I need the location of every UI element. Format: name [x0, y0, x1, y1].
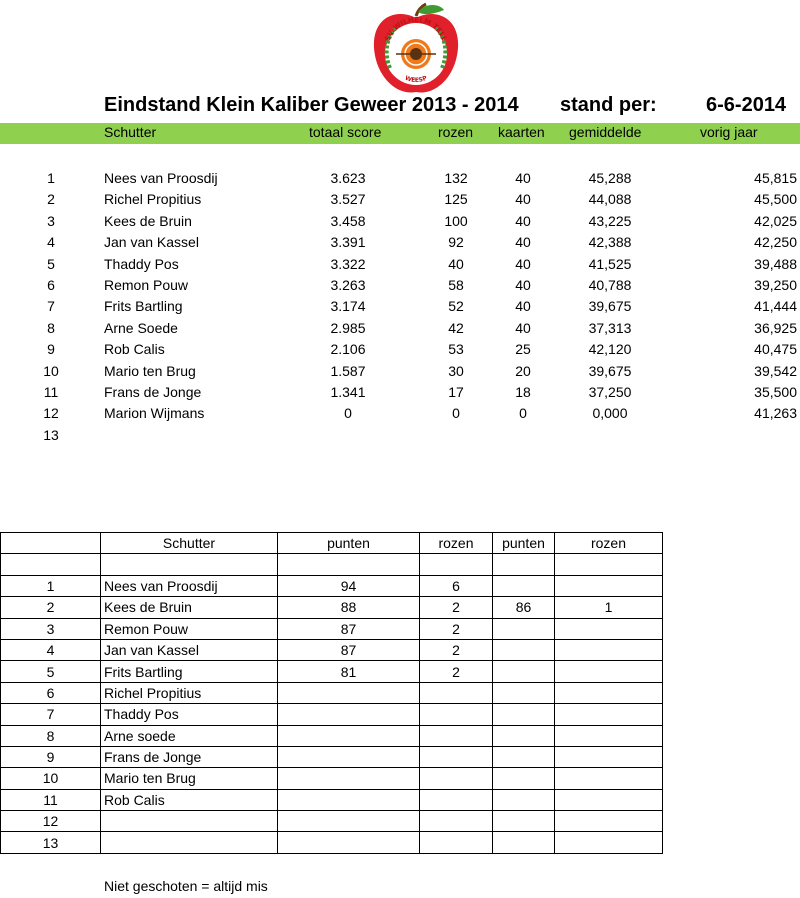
grid-cell-rank: 6: [1, 682, 101, 703]
ranking-rozen: 100: [444, 212, 468, 229]
grid-cell-name: [101, 811, 278, 832]
grid-cell-punten-2: [493, 661, 555, 682]
ranking-rank: 7: [47, 298, 55, 315]
grid-cell-rank: 3: [1, 618, 101, 639]
grid-cell-rozen-2: [555, 639, 663, 660]
ranking-rozen: 30: [448, 362, 464, 379]
grid-row: [1, 725, 663, 746]
ranking-kaarten: 25: [515, 341, 531, 358]
ranking-totaal: 3.263: [330, 277, 366, 293]
grid-cell-name: [101, 832, 278, 853]
grid-cell-rozen: 2: [420, 661, 493, 682]
ranking-name: Thaddy Pos: [104, 255, 179, 272]
ranking-gemiddelde: 44,088: [588, 191, 632, 208]
grid-cell-name: Mario ten Brug: [101, 768, 278, 789]
ranking-vorig-jaar: 42,025: [754, 212, 797, 229]
grid-cell-punten: 87: [278, 618, 420, 639]
grid-cell-punten-2: [493, 746, 555, 767]
grid-row: [1, 682, 663, 703]
ranking-kaarten: 40: [515, 191, 531, 208]
grid-cell-name: Remon Pouw: [101, 618, 278, 639]
ranking-name: Rob Calis: [104, 341, 165, 358]
grid-cell-rozen: [420, 554, 493, 575]
ranking-rozen: 42: [448, 319, 464, 336]
grid-cell-rozen: [420, 811, 493, 832]
ranking-gemiddelde: 37,313: [588, 319, 632, 336]
ranking-vorig-jaar: 35,500: [754, 384, 797, 400]
ranking-totaal: 3.391: [330, 234, 366, 251]
ranking-kaarten: 40: [515, 319, 531, 336]
grid-header-rozen: rozen: [420, 533, 493, 554]
grid-cell-rozen: [420, 832, 493, 853]
grid-cell-punten-2: [493, 704, 555, 725]
ranking-name: Marion Wijmans: [104, 405, 205, 422]
grid-row: [1, 789, 663, 810]
grid-cell-punten: [278, 789, 420, 810]
ranking-gemiddelde: 42,120: [588, 341, 632, 358]
grid-cell-punten-2: [493, 725, 555, 746]
grid-cell-rozen: [420, 682, 493, 703]
grid-cell-punten: [278, 811, 420, 832]
grid-cell-rozen-2: [555, 575, 663, 596]
grid-cell-name: Rob Calis: [101, 789, 278, 810]
grid-cell-punten-2: [493, 554, 555, 575]
footnote: Niet geschoten = altijd mis: [104, 878, 268, 894]
ranking-totaal: 1.341: [330, 384, 366, 400]
ranking-name: Arne Soede: [104, 319, 178, 336]
ranking-rozen: 40: [448, 255, 464, 272]
ranking-totaal: 0: [344, 405, 352, 422]
ranking-vorig-jaar: 39,488: [754, 255, 797, 272]
grid-cell-name: Frits Bartling: [101, 661, 278, 682]
grid-cell-rozen-2: [555, 811, 663, 832]
ranking-rozen: 53: [448, 341, 464, 358]
grid-cell-punten: 88: [278, 597, 420, 618]
column-header-schutter: Schutter: [104, 124, 157, 140]
grid-header-punten-2: punten: [493, 533, 555, 554]
ranking-kaarten: 0: [519, 405, 527, 422]
ranking-gemiddelde: 40,788: [588, 277, 632, 293]
ranking-kaarten: 18: [515, 384, 531, 400]
grid-row: [1, 575, 663, 596]
ranking-name: Nees van Proosdij: [104, 170, 218, 186]
column-header-totaal: totaal score: [309, 124, 382, 140]
grid-cell-punten-2: [493, 639, 555, 660]
grid-cell-punten-2: [493, 832, 555, 853]
ranking-gemiddelde: 43,225: [588, 212, 632, 229]
ranking-rank: 8: [47, 319, 55, 336]
ranking-rozen: 17: [448, 384, 464, 400]
ranking-rank: 13: [43, 426, 59, 443]
ranking-gemiddelde: 41,525: [588, 255, 632, 272]
ranking-totaal: 3.458: [330, 212, 366, 229]
grid-cell-punten-2: [493, 575, 555, 596]
grid-cell-rank: 13: [1, 832, 101, 853]
grid-cell-punten: [278, 554, 420, 575]
grid-cell-rank: 4: [1, 639, 101, 660]
ranking-rank: 3: [47, 212, 55, 229]
grid-cell-name: Arne soede: [101, 725, 278, 746]
grid-cell-name: Kees de Bruin: [101, 597, 278, 618]
grid-cell-name: Nees van Proosdij: [101, 575, 278, 596]
ranking-rozen: 132: [444, 170, 468, 186]
ranking-vorig-jaar: 40,475: [754, 341, 797, 358]
grid-cell-rozen: [420, 725, 493, 746]
grid-row: [1, 746, 663, 767]
ranking-rank: 11: [43, 384, 59, 400]
ranking-vorig-jaar: 41,263: [754, 405, 797, 422]
grid-cell-punten: [278, 704, 420, 725]
ranking-name: Frits Bartling: [104, 298, 183, 315]
ranking-rozen: 52: [448, 298, 464, 315]
grid-cell-rozen: [420, 768, 493, 789]
ranking-vorig-jaar: 41,444: [754, 298, 797, 315]
ranking-name: Frans de Jonge: [104, 384, 202, 400]
grid-cell-rozen-2: [555, 704, 663, 725]
ranking-rank: 6: [47, 277, 55, 293]
ranking-name: Kees de Bruin: [104, 212, 192, 229]
grid-header-row: [1, 533, 663, 554]
grid-cell-name: Richel Propitius: [101, 682, 278, 703]
grid-row: [1, 597, 663, 618]
ranking-rank: 12: [43, 405, 59, 422]
stand-date: 6-6-2014: [706, 94, 787, 116]
grid-cell-rozen-2: [555, 661, 663, 682]
grid-cell-rank: 10: [1, 768, 101, 789]
grid-cell-name: Frans de Jonge: [101, 746, 278, 767]
grid-cell-name: Thaddy Pos: [101, 704, 278, 725]
grid-cell-punten-2: [493, 789, 555, 810]
grid-row: [1, 554, 663, 575]
grid-cell-rank: 12: [1, 811, 101, 832]
ranking-rank: 1: [47, 170, 55, 186]
grid-cell-rozen-2: [555, 746, 663, 767]
grid-row: [1, 811, 663, 832]
grid-header-rank: [1, 533, 101, 554]
grid-cell-rozen-2: 1: [555, 597, 663, 618]
ranking-totaal: 3.623: [330, 170, 366, 186]
grid-cell-rozen-2: [555, 682, 663, 703]
grid-cell-punten: 87: [278, 639, 420, 660]
grid-cell-punten-2: [493, 768, 555, 789]
grid-header-punten: punten: [278, 533, 420, 554]
ranking-gemiddelde: 0,000: [592, 405, 628, 422]
ranking-name: Jan van Kassel: [104, 234, 199, 251]
ranking-totaal: 1.587: [330, 362, 366, 379]
ranking-gemiddelde: 45,288: [588, 170, 632, 186]
page-title: Eindstand Klein Kaliber Geweer 2013 - 2014: [104, 94, 519, 116]
ranking-vorig-jaar: 45,815: [754, 170, 797, 186]
grid-cell-rozen: [420, 746, 493, 767]
grid-cell-punten: [278, 682, 420, 703]
grid-row: [1, 618, 663, 639]
grid-row: [1, 661, 663, 682]
grid-cell-punten: [278, 746, 420, 767]
stand-label: stand per:: [560, 94, 657, 116]
ranking-gemiddelde: 39,675: [588, 362, 632, 379]
grid-cell-rank: 8: [1, 725, 101, 746]
score-grid: [0, 532, 663, 854]
column-header-vorig-jaar: vorig jaar: [700, 124, 758, 140]
grid-cell-rozen: 2: [420, 618, 493, 639]
column-header-kaarten: kaarten: [498, 124, 545, 140]
grid-cell-rank: 7: [1, 704, 101, 725]
grid-header-rozen-2: rozen: [555, 533, 663, 554]
ranking-rank: 10: [43, 362, 59, 379]
ranking-kaarten: 40: [515, 277, 531, 293]
ranking-kaarten: 40: [515, 298, 531, 315]
grid-cell-rank: 2: [1, 597, 101, 618]
ranking-kaarten: 40: [515, 234, 531, 251]
column-header-gemiddelde: gemiddelde: [569, 124, 642, 140]
grid-cell-punten: 94: [278, 575, 420, 596]
logo-city-text: WEESP: [403, 74, 429, 85]
grid-cell-rank: 1: [1, 575, 101, 596]
grid-cell-rozen-2: [555, 832, 663, 853]
logo-ring-text: SV WILHELM TELL: [383, 15, 449, 43]
ranking-vorig-jaar: 45,500: [754, 191, 797, 208]
column-header-rozen: rozen: [438, 124, 474, 140]
ranking-rank: 2: [47, 191, 55, 208]
ranking-totaal: 2.985: [330, 319, 366, 336]
ranking-gemiddelde: 42,388: [588, 234, 632, 251]
ranking-rank: 9: [47, 341, 55, 358]
ranking-totaal: 3.322: [330, 255, 366, 272]
ranking-totaal: 3.527: [330, 191, 366, 208]
grid-cell-punten: 81: [278, 661, 420, 682]
club-logo: [368, 2, 464, 98]
grid-cell-rozen: 6: [420, 575, 493, 596]
ranking-vorig-jaar: 39,250: [754, 277, 797, 293]
ranking-rozen: 92: [448, 234, 464, 251]
ranking-gemiddelde: 39,675: [588, 298, 632, 315]
grid-cell-rozen-2: [555, 789, 663, 810]
ranking-vorig-jaar: 39,542: [754, 362, 797, 379]
grid-cell-punten-2: [493, 618, 555, 639]
grid-cell-punten-2: 86: [493, 597, 555, 618]
grid-cell-rank: 11: [1, 789, 101, 810]
ranking-kaarten: 40: [515, 255, 531, 272]
grid-cell-punten-2: [493, 811, 555, 832]
ranking-kaarten: 40: [515, 170, 531, 186]
grid-cell-punten: [278, 725, 420, 746]
grid-cell-rozen: 2: [420, 597, 493, 618]
ranking-rozen: 58: [448, 277, 464, 293]
grid-cell-name: Jan van Kassel: [101, 639, 278, 660]
ranking-rank: 5: [47, 255, 55, 272]
ranking-kaarten: 40: [515, 212, 531, 229]
ranking-totaal: 3.174: [330, 298, 366, 315]
ranking-gemiddelde: 37,250: [588, 384, 632, 400]
grid-cell-rozen-2: [555, 768, 663, 789]
grid-row: [1, 768, 663, 789]
ranking-vorig-jaar: 36,925: [754, 319, 797, 336]
ranking-kaarten: 20: [515, 362, 531, 379]
grid-cell-rozen-2: [555, 554, 663, 575]
grid-cell-rank: 9: [1, 746, 101, 767]
ranking-rozen: 125: [444, 191, 468, 208]
grid-cell-punten: [278, 832, 420, 853]
grid-cell-rozen-2: [555, 725, 663, 746]
ranking-rank: 4: [47, 234, 55, 251]
grid-cell-rank: [1, 554, 101, 575]
grid-cell-name: [101, 554, 278, 575]
grid-row: [1, 832, 663, 853]
ranking-name: Remon Pouw: [104, 277, 189, 293]
ranking-totaal: 2.106: [330, 341, 366, 358]
grid-row: [1, 639, 663, 660]
grid-cell-rozen: [420, 789, 493, 810]
grid-row: [1, 704, 663, 725]
grid-header-schutter: Schutter: [101, 533, 278, 554]
ranking-name: Mario ten Brug: [104, 362, 196, 379]
grid-cell-punten: [278, 768, 420, 789]
ranking-rozen: 0: [452, 405, 460, 422]
grid-cell-punten-2: [493, 682, 555, 703]
grid-cell-rozen-2: [555, 618, 663, 639]
grid-cell-rozen: [420, 704, 493, 725]
grid-cell-rank: 5: [1, 661, 101, 682]
ranking-name: Richel Propitius: [104, 191, 202, 208]
grid-cell-rozen: 2: [420, 639, 493, 660]
ranking-vorig-jaar: 42,250: [754, 234, 797, 251]
